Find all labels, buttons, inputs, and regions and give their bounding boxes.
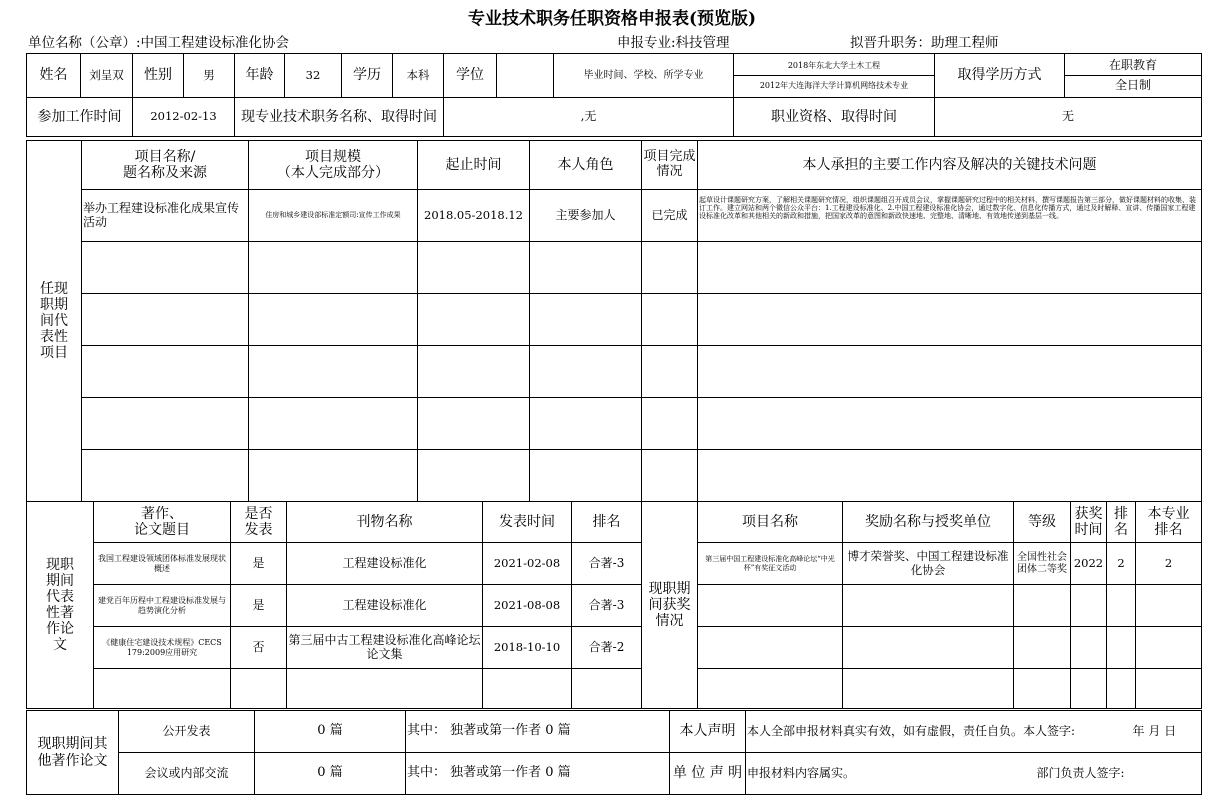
project-name: 举办工程建设标准化成果宣传活动 bbox=[82, 190, 249, 242]
table-row bbox=[27, 450, 1202, 502]
project-scale bbox=[249, 450, 418, 502]
award-project bbox=[698, 585, 843, 627]
project-role bbox=[530, 346, 642, 398]
project-name bbox=[82, 450, 249, 502]
project-status bbox=[642, 242, 698, 294]
award-level bbox=[1014, 627, 1071, 669]
meeting-label: 会议或内部交流 bbox=[119, 753, 255, 795]
degree-label: 学位 bbox=[444, 54, 497, 98]
award-rank: 2 bbox=[1107, 543, 1136, 585]
paper-published-header: 是否 发表 bbox=[231, 502, 287, 543]
table-row bbox=[27, 398, 1202, 450]
paper-journal bbox=[287, 669, 483, 709]
award-year bbox=[1071, 627, 1107, 669]
paper-journal: 工程建设标准化 bbox=[287, 585, 483, 627]
qualification-value: 无 bbox=[935, 98, 1202, 137]
self-declaration-label: 本人声明 bbox=[670, 711, 746, 753]
awards-table bbox=[641, 501, 1202, 709]
current-title-value: ,无 bbox=[444, 98, 734, 137]
work-start-label: 参加工作时间 bbox=[27, 98, 133, 137]
table-row bbox=[27, 242, 1202, 294]
projects-side-label: 任现职期间代表性项目 bbox=[27, 141, 82, 502]
table-row bbox=[27, 543, 642, 585]
paper-rank: 合著-3 bbox=[572, 585, 642, 627]
project-detail bbox=[698, 346, 1202, 398]
table-row bbox=[27, 585, 642, 627]
award-level bbox=[1014, 669, 1071, 709]
project-period bbox=[418, 398, 530, 450]
qualification-label: 职业资格、取得时间 bbox=[734, 98, 935, 137]
unit-declaration-text bbox=[746, 753, 1202, 795]
declared-major: 申报专业:科技管理 bbox=[617, 35, 730, 51]
other-papers-table bbox=[26, 710, 1202, 795]
edu-method-item: 在职教育 bbox=[1065, 56, 1201, 76]
paper-published: 否 bbox=[231, 627, 287, 669]
award-major-rank-header: 本专业 排名 bbox=[1136, 502, 1202, 543]
paper-date: 2021-08-08 bbox=[483, 585, 572, 627]
award-rank-header: 排 名 bbox=[1107, 502, 1136, 543]
table-row bbox=[642, 543, 1202, 585]
project-scale bbox=[249, 294, 418, 346]
project-status bbox=[642, 450, 698, 502]
project-detail bbox=[698, 450, 1202, 502]
edu-method-item: 全日制 bbox=[1114, 78, 1151, 92]
awards-side-label: 现职期间获奖情况 bbox=[642, 502, 698, 709]
project-role: 主要参加人 bbox=[530, 190, 642, 242]
table-row bbox=[27, 346, 1202, 398]
paper-title: 建党百年历程中工程建设标准发展与趋势演化分析 bbox=[94, 585, 231, 627]
paper-rank: 合著-3 bbox=[572, 543, 642, 585]
project-detail-header: 本人承担的主要工作内容及解决的关键技术问题 bbox=[698, 141, 1202, 190]
age-value: 32 bbox=[285, 54, 342, 98]
award-level bbox=[1014, 585, 1071, 627]
self-declaration-text bbox=[746, 711, 1202, 753]
project-status: 已完成 bbox=[642, 190, 698, 242]
award-year-header: 获奖 时间 bbox=[1071, 502, 1107, 543]
award-project bbox=[698, 627, 843, 669]
award-rank bbox=[1107, 669, 1136, 709]
gender-value: 男 bbox=[184, 54, 235, 98]
self-declaration-date: 年 月 日 bbox=[1132, 723, 1177, 738]
award-year: 2022 bbox=[1071, 543, 1107, 585]
paper-date: 2021-02-08 bbox=[483, 543, 572, 585]
project-period bbox=[418, 450, 530, 502]
basic-info-table bbox=[26, 53, 1202, 137]
project-role bbox=[530, 398, 642, 450]
project-period bbox=[418, 242, 530, 294]
unit-head-signature: 部门负责人签字: bbox=[1036, 765, 1125, 780]
award-name bbox=[843, 627, 1014, 669]
table-row bbox=[27, 294, 1202, 346]
paper-published: 是 bbox=[231, 543, 287, 585]
table-row bbox=[642, 627, 1202, 669]
table-row bbox=[642, 669, 1202, 709]
graduation-label: 毕业时间、学校、所学专业 bbox=[554, 54, 734, 98]
papers-side-label: 现职期间代表性著作论文 bbox=[27, 502, 94, 709]
project-name-header: 项目名称/ 题名称及来源 bbox=[82, 141, 249, 190]
project-period bbox=[418, 346, 530, 398]
award-rank bbox=[1107, 627, 1136, 669]
paper-published: 是 bbox=[231, 585, 287, 627]
project-period: 2018.05-2018.12 bbox=[418, 190, 530, 242]
unit-declaration-statement: 申报材料内容属实。 bbox=[747, 765, 856, 780]
self-declaration-statement: 本人全部申报材料真实有效，如有虚假，责任自负。本人签字: bbox=[747, 723, 1076, 738]
meeting-note: 其中： 独著或第一作者 0 篇 bbox=[406, 753, 670, 795]
education-label: 学历 bbox=[342, 54, 393, 98]
project-name bbox=[82, 294, 249, 346]
table-row bbox=[27, 190, 1202, 242]
award-major-rank bbox=[1136, 669, 1202, 709]
project-status bbox=[642, 346, 698, 398]
paper-rank bbox=[572, 669, 642, 709]
work-start-value: 2012-02-13 bbox=[133, 98, 235, 137]
award-major-rank: 2 bbox=[1136, 543, 1202, 585]
project-status-header: 项目完成情况 bbox=[642, 141, 698, 190]
award-name: 博才荣誉奖、中国工程建设标准化协会 bbox=[843, 543, 1014, 585]
project-name bbox=[82, 346, 249, 398]
award-name bbox=[843, 669, 1014, 709]
edu-method-label: 取得学历方式 bbox=[935, 54, 1065, 98]
paper-title-header: 著作、 论文题目 bbox=[94, 502, 231, 543]
project-scale-header: 项目规模 （本人完成部分） bbox=[249, 141, 418, 190]
project-detail: 起草设计课题研究方案，了解相关课题研究情况，组织课题组召开成员会议，掌握课题研究过程中的相关材料，撰写课题报告第三部分，做好课题材料的收集、装订工作。建立网站和两个微信公众平台：1.工程建设标准化、2.中国工程建设标准化协会，通过数字化、信息化传播方式，通过及时解释、宣讲、传播国家工程建设标准化改革和其他相关的新政和措施，把国家改革的意图和新政快速地、完整地、清晰地、有效地传递到基层一线。 bbox=[698, 190, 1202, 242]
paper-rank: 合著-2 bbox=[572, 627, 642, 669]
education-value: 本科 bbox=[393, 54, 444, 98]
name-value: 刘呈双 bbox=[81, 54, 133, 98]
paper-date bbox=[483, 669, 572, 709]
award-project-header: 项目名称 bbox=[698, 502, 843, 543]
award-name-header: 奖励名称与授奖单位 bbox=[843, 502, 1014, 543]
graduation-item: 2012年大连海洋大学计算机网络技术专业 bbox=[759, 81, 909, 90]
table-row bbox=[27, 669, 642, 709]
current-title-label: 现专业技术职务名称、取得时间 bbox=[235, 98, 444, 137]
award-level: 全国性社会团体二等奖 bbox=[1014, 543, 1071, 585]
project-name bbox=[82, 398, 249, 450]
gender-label: 性别 bbox=[133, 54, 184, 98]
paper-published bbox=[231, 669, 287, 709]
table-row bbox=[642, 585, 1202, 627]
table-row bbox=[27, 627, 642, 669]
paper-title: 《健康住宅建设技术规程》CECS 179:2009应用研究 bbox=[94, 627, 231, 669]
paper-date: 2018-10-10 bbox=[483, 627, 572, 669]
project-status bbox=[642, 294, 698, 346]
award-rank bbox=[1107, 585, 1136, 627]
project-status bbox=[642, 398, 698, 450]
award-name bbox=[843, 585, 1014, 627]
award-level-header: 等级 bbox=[1014, 502, 1071, 543]
paper-date-header: 发表时间 bbox=[483, 502, 572, 543]
award-major-rank bbox=[1136, 627, 1202, 669]
papers-table bbox=[26, 501, 642, 709]
public-note: 其中： 独著或第一作者 0 篇 bbox=[406, 711, 670, 753]
edu-method-value bbox=[1065, 54, 1202, 98]
graduation-item: 2018年东北大学土木工程 bbox=[734, 56, 934, 76]
graduation-value bbox=[734, 54, 935, 98]
project-role bbox=[530, 450, 642, 502]
paper-title bbox=[94, 669, 231, 709]
project-period bbox=[418, 294, 530, 346]
project-name bbox=[82, 242, 249, 294]
project-detail bbox=[698, 294, 1202, 346]
project-scale bbox=[249, 398, 418, 450]
project-role-header: 本人角色 bbox=[530, 141, 642, 190]
meeting-count: 0 篇 bbox=[255, 753, 406, 795]
project-scale: 住房和城乡建设部标准定额司:宣传工作成果 bbox=[249, 190, 418, 242]
project-detail bbox=[698, 398, 1202, 450]
project-period-header: 起止时间 bbox=[418, 141, 530, 190]
award-project: 第三届中国工程建设标准化高峰论坛“中光杯”有奖征文活动 bbox=[698, 543, 843, 585]
form-title: 专业技术职务任职资格申报表(预览版) bbox=[467, 9, 757, 29]
project-detail bbox=[698, 242, 1202, 294]
public-label: 公开发表 bbox=[119, 711, 255, 753]
project-scale bbox=[249, 346, 418, 398]
degree-value bbox=[497, 54, 554, 98]
award-project bbox=[698, 669, 843, 709]
projects-table bbox=[26, 140, 1202, 502]
paper-rank-header: 排名 bbox=[572, 502, 642, 543]
target-position: 拟晋升职务：助理工程师 bbox=[850, 35, 999, 51]
project-role bbox=[530, 242, 642, 294]
paper-journal-header: 刊物名称 bbox=[287, 502, 483, 543]
project-role bbox=[530, 294, 642, 346]
project-scale bbox=[249, 242, 418, 294]
paper-title: 我国工程建设领域团体标准发展现状概述 bbox=[94, 543, 231, 585]
award-year bbox=[1071, 669, 1107, 709]
paper-journal: 工程建设标准化 bbox=[287, 543, 483, 585]
paper-journal: 第三届中古工程建设标准化高峰论坛论文集 bbox=[287, 627, 483, 669]
unit-declaration-label: 单 位 声 明 bbox=[670, 753, 746, 795]
age-label: 年龄 bbox=[235, 54, 285, 98]
other-papers-side-label: 现职期间其他著作论文 bbox=[27, 711, 119, 795]
public-count: 0 篇 bbox=[255, 711, 406, 753]
award-year bbox=[1071, 585, 1107, 627]
unit-name: 单位名称（公章）:中国工程建设标准化协会 bbox=[28, 35, 290, 51]
award-major-rank bbox=[1136, 585, 1202, 627]
name-label: 姓名 bbox=[27, 54, 81, 98]
